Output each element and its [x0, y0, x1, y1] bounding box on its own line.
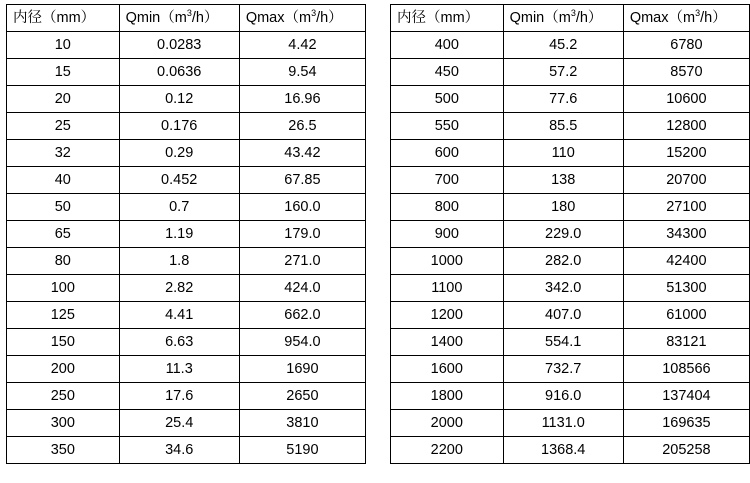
table-cell: 179.0 — [239, 221, 365, 248]
table-cell: 1.8 — [119, 248, 239, 275]
table-row — [7, 32, 366, 59]
table-cell: 0.176 — [119, 113, 239, 140]
table-cell: 57.2 — [503, 59, 623, 86]
table-cell: 282.0 — [503, 248, 623, 275]
table-cell: 732.7 — [503, 356, 623, 383]
table-cell: 67.85 — [239, 167, 365, 194]
table-cell: 10600 — [623, 86, 749, 113]
header-superscript: 3 — [570, 8, 576, 19]
table-cell: 342.0 — [503, 275, 623, 302]
header-inner-diameter: 内径（mm） — [7, 5, 120, 32]
table-cell: 34300 — [623, 221, 749, 248]
table-cell: 4.42 — [239, 32, 365, 59]
table-cell: 137404 — [623, 383, 749, 410]
table-cell: 800 — [391, 194, 504, 221]
table-row — [391, 86, 750, 113]
table-cell: 16.96 — [239, 86, 365, 113]
table-cell: 1368.4 — [503, 437, 623, 464]
table-cell: 4.41 — [119, 302, 239, 329]
table-row — [7, 194, 366, 221]
table-cell: 138 — [503, 167, 623, 194]
spec-table-right — [390, 4, 750, 464]
table-cell: 15 — [7, 59, 120, 86]
table-cell: 169635 — [623, 410, 749, 437]
table-cell: 400 — [391, 32, 504, 59]
header-superscript: 3 — [695, 8, 701, 19]
header-qmax — [239, 5, 365, 32]
table-row — [7, 275, 366, 302]
table-cell: 450 — [391, 59, 504, 86]
table-cell: 2650 — [239, 383, 365, 410]
table-row — [391, 275, 750, 302]
table-row — [7, 140, 366, 167]
table-cell: 200 — [7, 356, 120, 383]
table-cell: 954.0 — [239, 329, 365, 356]
table-cell: 83121 — [623, 329, 749, 356]
table-cell: 662.0 — [239, 302, 365, 329]
table-cell: 6.63 — [119, 329, 239, 356]
table-cell: 424.0 — [239, 275, 365, 302]
table-cell: 77.6 — [503, 86, 623, 113]
table-cell: 27100 — [623, 194, 749, 221]
table-row — [7, 86, 366, 113]
table-header-row — [391, 5, 750, 32]
table-cell: 554.1 — [503, 329, 623, 356]
table-cell: 32 — [7, 140, 120, 167]
header-text: Qmax（m — [629, 10, 696, 26]
header-text-tail: /h） — [575, 10, 603, 26]
header-text-tail: /h） — [191, 10, 219, 26]
table-row — [391, 140, 750, 167]
table-row — [391, 437, 750, 464]
table-cell: 26.5 — [239, 113, 365, 140]
header-text-tail: /h） — [316, 10, 343, 26]
table-cell: 407.0 — [503, 302, 623, 329]
table-cell: 150 — [7, 329, 120, 356]
table-cell: 80 — [7, 248, 120, 275]
table-row — [7, 167, 366, 194]
table-row — [7, 113, 366, 140]
table-row — [7, 356, 366, 383]
table-cell: 2000 — [391, 410, 504, 437]
table-cell: 15200 — [623, 140, 749, 167]
table-cell: 1.19 — [119, 221, 239, 248]
table-cell: 550 — [391, 113, 504, 140]
header-inner-diameter: 内径（mm） — [391, 5, 504, 32]
table-cell: 180 — [503, 194, 623, 221]
table-cell: 500 — [391, 86, 504, 113]
header-qmin — [503, 5, 623, 32]
table-cell: 34.6 — [119, 437, 239, 464]
header-qmin — [119, 5, 239, 32]
header-superscript: 3 — [311, 8, 317, 19]
table-row — [391, 329, 750, 356]
table-cell: 110 — [503, 140, 623, 167]
spec-table-left — [6, 4, 366, 464]
table-row — [391, 167, 750, 194]
table-cell: 51300 — [623, 275, 749, 302]
table-cell: 271.0 — [239, 248, 365, 275]
table-row — [391, 194, 750, 221]
table-cell: 700 — [391, 167, 504, 194]
table-cell: 85.5 — [503, 113, 623, 140]
table-cell: 3810 — [239, 410, 365, 437]
table-cell: 2200 — [391, 437, 504, 464]
table-cell: 0.7 — [119, 194, 239, 221]
table-cell: 10 — [7, 32, 120, 59]
table-cell: 900 — [391, 221, 504, 248]
table-cell: 17.6 — [119, 383, 239, 410]
table-row — [391, 221, 750, 248]
table-cell: 9.54 — [239, 59, 365, 86]
table-cell: 1200 — [391, 302, 504, 329]
table-row — [7, 302, 366, 329]
table-cell: 1400 — [391, 329, 504, 356]
table-cell: 0.0636 — [119, 59, 239, 86]
table-cell: 600 — [391, 140, 504, 167]
table-cell: 160.0 — [239, 194, 365, 221]
table-cell: 50 — [7, 194, 120, 221]
table-cell: 25.4 — [119, 410, 239, 437]
table-cell: 1000 — [391, 248, 504, 275]
table-cell: 43.42 — [239, 140, 365, 167]
table-cell: 12800 — [623, 113, 749, 140]
table-cell: 0.452 — [119, 167, 239, 194]
table-cell: 8570 — [623, 59, 749, 86]
table-row — [7, 221, 366, 248]
table-row — [7, 329, 366, 356]
table-cell: 0.12 — [119, 86, 239, 113]
table-header-row — [7, 5, 366, 32]
table-cell: 125 — [7, 302, 120, 329]
table-cell: 1131.0 — [503, 410, 623, 437]
table-row — [391, 356, 750, 383]
header-qmax — [623, 5, 749, 32]
table-cell: 2.82 — [119, 275, 239, 302]
table-cell: 25 — [7, 113, 120, 140]
table-row — [391, 302, 750, 329]
table-cell: 1800 — [391, 383, 504, 410]
table-cell: 250 — [7, 383, 120, 410]
table-row — [391, 59, 750, 86]
table-row — [7, 437, 366, 464]
table-cell: 5190 — [239, 437, 365, 464]
table-row — [7, 248, 366, 275]
table-row — [391, 383, 750, 410]
table-row — [391, 113, 750, 140]
table-cell: 42400 — [623, 248, 749, 275]
table-cell: 350 — [7, 437, 120, 464]
table-cell: 0.29 — [119, 140, 239, 167]
table-row — [391, 248, 750, 275]
header-text: Qmax（m — [245, 10, 312, 26]
table-row — [7, 383, 366, 410]
table-cell: 40 — [7, 167, 120, 194]
table-cell: 229.0 — [503, 221, 623, 248]
table-cell: 1600 — [391, 356, 504, 383]
table-cell: 20 — [7, 86, 120, 113]
table-cell: 205258 — [623, 437, 749, 464]
header-text-tail: /h） — [700, 10, 727, 26]
table-cell: 61000 — [623, 302, 749, 329]
table-cell: 300 — [7, 410, 120, 437]
table-cell: 100 — [7, 275, 120, 302]
table-cell: 6780 — [623, 32, 749, 59]
header-text: Qmin（m — [125, 10, 187, 26]
table-cell: 11.3 — [119, 356, 239, 383]
table-cell: 65 — [7, 221, 120, 248]
table-row — [391, 32, 750, 59]
table-cell: 108566 — [623, 356, 749, 383]
table-cell: 45.2 — [503, 32, 623, 59]
table-cell: 916.0 — [503, 383, 623, 410]
header-text: Qmin（m — [509, 10, 571, 26]
table-cell: 20700 — [623, 167, 749, 194]
table-row — [7, 59, 366, 86]
header-superscript: 3 — [186, 8, 192, 19]
table-cell: 1690 — [239, 356, 365, 383]
table-row — [391, 410, 750, 437]
table-cell: 1100 — [391, 275, 504, 302]
table-row — [7, 410, 366, 437]
table-cell: 0.0283 — [119, 32, 239, 59]
